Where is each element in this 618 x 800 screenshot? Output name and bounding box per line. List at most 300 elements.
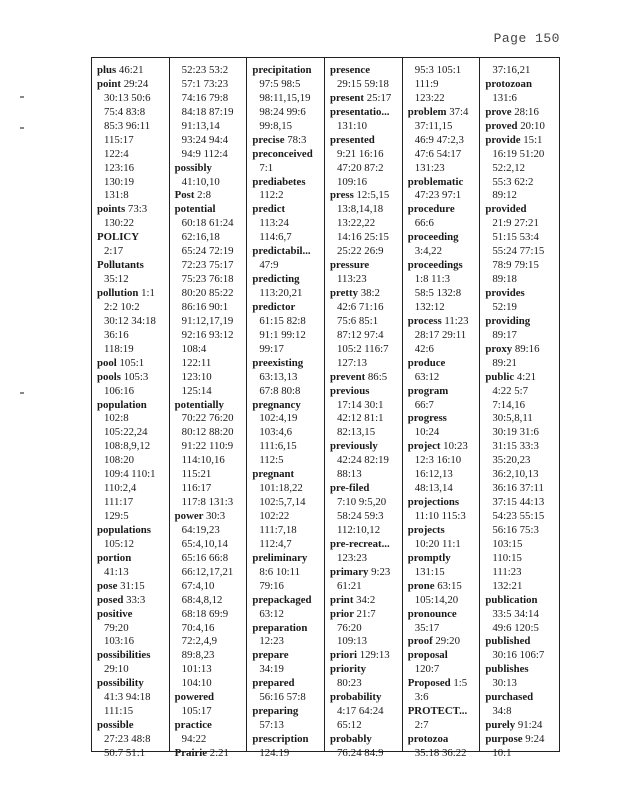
index-term: Post: [174, 189, 195, 202]
index-entry: [408, 315, 480, 329]
index-entry: [97, 594, 169, 608]
index-reference-line: 63:12: [259, 607, 284, 620]
index-references: 31:15: [120, 579, 145, 592]
index-references: 105:3: [123, 370, 149, 383]
index-reference-line: 111:6,15: [259, 440, 297, 453]
index-entry: [175, 747, 247, 761]
index-reference-line: 67:8 80:8: [259, 384, 301, 397]
index-references: 25:17: [366, 91, 392, 104]
index-reference-line: 99:17: [259, 342, 284, 355]
index-term: projections: [407, 496, 460, 509]
index-entry: [175, 691, 247, 705]
index-entry: [252, 273, 324, 287]
index-entry: [485, 343, 559, 357]
index-column: [170, 58, 248, 759]
index-references: 28:16: [514, 105, 539, 118]
index-references: 11:23: [444, 314, 469, 327]
index-reference-line: 54:23 55:15: [492, 510, 545, 522]
index-entry: [408, 580, 480, 594]
index-term: publishes: [485, 663, 529, 676]
index-references: 105:1: [119, 356, 145, 369]
index-reference-line: 7:14,16: [492, 398, 526, 411]
index-term: proposal: [407, 649, 448, 662]
index-term: preconceived: [252, 147, 313, 160]
index-references: 86:5: [367, 370, 388, 383]
index-entry: [252, 677, 324, 691]
index-term: protozoan: [485, 77, 532, 90]
index-entry: [408, 552, 480, 566]
index-reference-line: 21:9 27:21: [492, 217, 539, 230]
index-reference-line: 65:24 72:19: [181, 245, 234, 258]
index-references: 29:20: [435, 635, 460, 648]
index-references: 29:24: [123, 77, 149, 90]
index-references: 89:16: [514, 342, 540, 355]
index-entry: [408, 635, 480, 649]
index-reference-line: 110:15: [492, 551, 522, 564]
index-reference-line: 55:3 62:2: [492, 175, 534, 188]
index-reference-line: 79:16: [259, 579, 284, 592]
index-reference-line: 49:6 120:5: [492, 621, 539, 634]
index-reference-line: 93:24 94:4: [181, 133, 229, 146]
index-reference-line: 113:24: [259, 217, 289, 230]
index-term: publication: [485, 593, 538, 606]
index-references: 46:21: [118, 64, 144, 76]
index-reference-line: 42:6 71:16: [337, 300, 384, 313]
index-entry: [408, 259, 480, 273]
index-reference-line: 33:5 34:14: [492, 607, 539, 620]
index-term: pool: [97, 356, 117, 369]
index-reference-line: 109:13: [337, 635, 368, 648]
index-term: print: [330, 593, 354, 606]
index-entry: [330, 371, 402, 385]
index-reference-line: 35:12: [104, 273, 129, 286]
index-reference-line: 75:6 85:1: [337, 314, 379, 327]
index-entry: [408, 203, 480, 217]
index-entry: [485, 203, 559, 217]
index-term: problem: [407, 105, 447, 118]
index-term: prior: [330, 607, 354, 620]
index-term: prepackaged: [252, 593, 312, 606]
index-term: promptly: [407, 551, 451, 564]
index-term: proxy: [485, 342, 513, 355]
index-reference-line: 61:21: [337, 579, 362, 592]
index-term: prevent: [330, 370, 366, 383]
index-references: 63:15: [437, 579, 462, 592]
index-term: possibility: [97, 677, 144, 690]
index-term: possibilities: [97, 649, 151, 662]
index-term: providing: [485, 314, 531, 327]
index-reference-line: 4:22 5:7: [492, 384, 529, 397]
index-reference-line: 64:19,23: [181, 523, 220, 536]
index-entry: [252, 468, 324, 482]
index-reference-line: 66:12,17,21: [181, 565, 234, 578]
index-term: potential: [174, 203, 216, 216]
index-entry: [408, 608, 480, 622]
index-entry: [175, 719, 247, 733]
index-entry: [485, 719, 559, 733]
index-reference-line: 2:2 10:2: [104, 300, 140, 313]
index-reference-line: 47:9: [259, 259, 279, 272]
index-reference-line: 10:1: [492, 746, 512, 759]
index-term: predicting: [252, 273, 300, 286]
index-column: [325, 58, 403, 759]
index-reference-line: 80:20 85:22: [181, 287, 234, 299]
index-entry: [408, 524, 480, 538]
index-references: 2:21: [209, 746, 229, 759]
index-reference-line: 30:13 50:6: [104, 91, 151, 104]
index-entry: [252, 649, 324, 663]
index-term: possible: [97, 719, 134, 732]
index-term: proceedings: [407, 259, 463, 272]
index-entry: [252, 64, 324, 78]
index-reference-line: 97:5 98:5: [259, 77, 301, 90]
index-reference-line: 34:8: [492, 705, 512, 718]
index-reference-line: 68:4,8,12: [181, 593, 223, 606]
index-reference-line: 75:4 83:8: [104, 105, 146, 118]
index-reference-line: 63:12: [414, 370, 440, 383]
index-reference-line: 108:4: [181, 342, 207, 355]
index-term: public: [485, 370, 515, 383]
index-reference-line: 30:19 31:6: [492, 426, 539, 439]
index-reference-line: 115:21: [181, 468, 212, 481]
index-reference-line: 72:23 75:17: [181, 259, 234, 272]
index-term: prone: [407, 579, 435, 592]
index-reference-line: 2:17: [104, 245, 124, 258]
index-reference-line: 1:8 11:3: [414, 273, 450, 286]
index-references: 30:3: [205, 510, 226, 522]
index-entry: [97, 64, 169, 78]
index-reference-line: 84:18 87:19: [181, 105, 234, 118]
index-reference-line: 124:19: [259, 746, 290, 759]
index-reference-line: 89:12: [492, 189, 517, 202]
index-reference-line: 41:3 94:18: [104, 691, 151, 704]
index-term: Prairie: [174, 746, 208, 759]
index-reference-line: 125:14: [181, 384, 212, 397]
index-term: provide: [485, 133, 521, 146]
index-references: 1:5: [453, 677, 468, 690]
index-entry: [252, 552, 324, 566]
index-reference-line: 78:9 79:15: [492, 259, 539, 272]
index-reference-line: 37:11,15: [414, 119, 453, 132]
index-reference-line: 115:17: [104, 133, 134, 146]
index-reference-line: 110:2,4: [104, 482, 137, 495]
index-entry: [408, 231, 480, 245]
index-reference-line: 72:2,4,9: [181, 635, 218, 648]
index-reference-line: 61:15 82:8: [259, 314, 306, 327]
index-reference-line: 127:13: [337, 356, 368, 369]
index-reference-line: 105:14,20: [414, 593, 459, 606]
index-reference-line: 91:13,14: [181, 119, 220, 132]
index-entry: [330, 106, 402, 120]
index-entry: [330, 482, 402, 496]
index-term: program: [407, 384, 449, 397]
index-reference-line: 35:17: [414, 621, 440, 634]
index-term: POLICY: [97, 231, 139, 244]
index-entry: [408, 649, 480, 663]
index-term: precipitation: [252, 64, 312, 76]
index-entry: [330, 385, 402, 399]
index-reference-line: 111:9: [414, 77, 439, 90]
index-reference-line: 30:16 106:7: [492, 649, 545, 662]
index-reference-line: 120:7: [414, 663, 440, 676]
index-reference-line: 105:12: [104, 537, 134, 550]
index-entry: [97, 259, 169, 273]
index-term: pollution: [97, 287, 139, 299]
index-entry: [252, 148, 324, 162]
index-term: pressure: [330, 259, 370, 272]
index-entry: [252, 203, 324, 217]
index-reference-line: 94:9 112:4: [181, 147, 228, 160]
index-entry: [97, 287, 169, 301]
index-entry: [175, 189, 247, 203]
index-reference-line: 102:22: [259, 510, 290, 522]
index-reference-line: 105:22,24: [104, 426, 148, 439]
index-reference-line: 94:22: [181, 733, 207, 745]
index-entry: [330, 189, 402, 203]
index-reference-line: 88:13: [337, 468, 362, 481]
index-term: produce: [407, 356, 446, 369]
index-entry: [97, 719, 169, 733]
index-term: pregnant: [252, 468, 295, 481]
index-references: 4:21: [516, 370, 537, 383]
index-references: 15:1: [523, 133, 543, 146]
index-reference-line: 25:22 26:9: [337, 245, 384, 258]
index-reference-line: 80:23: [337, 677, 362, 690]
index-reference-line: 51:15 53:4: [492, 231, 539, 244]
index-reference-line: 50:7 51:1: [104, 746, 146, 759]
index-reference-line: 13:22,22: [337, 217, 376, 230]
index-reference-line: 7:1: [259, 161, 274, 174]
index-reference-line: 42:24 82:19: [337, 454, 389, 467]
index-entry: [485, 78, 559, 92]
index-entry: [97, 552, 169, 566]
index-term: project: [407, 440, 441, 453]
index-reference-line: 4:17 64:24: [337, 705, 384, 718]
index-reference-line: 65:16 66:8: [181, 551, 229, 564]
index-reference-line: 131:8: [104, 189, 129, 202]
index-entry: [330, 733, 402, 747]
index-entry: [175, 162, 247, 176]
index-reference-line: 16:12,13: [414, 468, 453, 481]
index-entry: [485, 106, 559, 120]
index-entry: [485, 733, 559, 747]
index-entry: [97, 231, 169, 245]
index-reference-line: 37:15 44:13: [492, 496, 545, 509]
index-entry: [97, 608, 169, 622]
index-term: preexisting: [252, 356, 304, 369]
index-entry: [97, 649, 169, 663]
index-term: previous: [330, 384, 370, 397]
index-reference-line: 80:12 88:20: [181, 426, 234, 439]
index-references: 9:24: [525, 733, 545, 745]
index-term: pre-recreat...: [330, 537, 390, 550]
index-reference-line: 36:16 37:11: [492, 482, 544, 495]
index-reference-line: 92:16 93:12: [181, 328, 234, 341]
index-entry: [175, 399, 247, 413]
index-reference-line: 101:13: [181, 663, 212, 676]
index-reference-line: 12:3 16:10: [414, 454, 462, 467]
index-reference-line: 111:7,18: [259, 523, 297, 536]
index-reference-line: 14:16 25:15: [337, 231, 389, 244]
index-term: prove: [485, 105, 512, 118]
index-term: purchased: [485, 691, 534, 704]
index-reference-line: 34:19: [259, 663, 284, 676]
index-reference-line: 109:16: [337, 175, 368, 188]
index-reference-line: 66:6: [414, 217, 434, 230]
index-entry: [485, 120, 559, 134]
index-reference-line: 130:19: [104, 175, 134, 188]
index-reference-line: 47:20 87:2: [337, 161, 384, 174]
index-reference-line: 7:10 9:5,20: [337, 496, 387, 509]
index-references: 37:4: [449, 105, 469, 118]
index-term: priori: [330, 649, 358, 662]
index-reference-line: 123:23: [337, 551, 368, 564]
index-references: 21:7: [356, 607, 376, 620]
index-term: Proposed: [407, 677, 451, 690]
index-entry: [485, 315, 559, 329]
index-entry: [252, 357, 324, 371]
index-reference-line: 102:8: [104, 412, 129, 425]
index-reference-line: 112:4,7: [259, 537, 292, 550]
index-term: point: [97, 77, 122, 90]
index-term: practice: [174, 719, 212, 732]
index-entry: [330, 440, 402, 454]
index-entry: [408, 412, 480, 426]
index-term: powered: [174, 691, 215, 704]
index-reference-line: 106:16: [104, 384, 134, 397]
index-term: preliminary: [252, 551, 308, 564]
index-entry: [330, 594, 402, 608]
index-term: prepare: [252, 649, 289, 662]
index-references: 12:5,15: [356, 189, 390, 202]
index-reference-line: 36:16: [104, 328, 129, 341]
index-term: proceeding: [407, 231, 459, 244]
index-references: 20:10: [520, 119, 545, 132]
index-term: predict: [252, 203, 286, 216]
index-reference-line: 3:6: [414, 691, 429, 704]
index-term: probability: [330, 691, 382, 704]
index-column: [480, 58, 559, 759]
index-entry: [330, 64, 402, 78]
index-reference-line: 47:6 54:17: [414, 147, 462, 160]
index-reference-line: 91:12,17,19: [181, 314, 234, 327]
index-entry: [330, 649, 402, 663]
index-reference-line: 29:15 59:18: [337, 77, 389, 90]
index-reference-line: 62:16,18: [181, 231, 220, 244]
index-reference-line: 70:4,16: [181, 621, 215, 634]
index-entry: [408, 440, 480, 454]
index-reference-line: 37:16,21: [492, 64, 531, 76]
index-reference-line: 76:20: [337, 621, 362, 634]
index-reference-line: 70:22 76:20: [181, 412, 234, 425]
index-reference-line: 28:17 29:11: [414, 328, 467, 341]
index-term: presentatio...: [330, 105, 390, 118]
index-reference-line: 13:8,14,18: [337, 203, 384, 216]
index-reference-line: 63:13,13: [259, 370, 298, 383]
index-reference-line: 103:16: [104, 635, 134, 648]
index-reference-line: 36:2,10,13: [492, 468, 539, 481]
index-reference-line: 91:1 99:12: [259, 328, 306, 341]
index-references: 78:3: [287, 133, 307, 146]
index-reference-line: 74:16 79:8: [181, 91, 229, 104]
index-entry: [97, 524, 169, 538]
index-reference-line: 31:15 33:3: [492, 440, 539, 453]
index-entry: [408, 357, 480, 371]
index-reference-line: 10:20 11:1: [414, 537, 461, 550]
index-reference-line: 114:10,16: [181, 454, 225, 467]
index-term: proof: [407, 635, 433, 648]
index-term: pregnancy: [252, 398, 301, 411]
index-reference-line: 99:8,15: [259, 119, 293, 132]
index-reference-line: 58:24 59:3: [337, 510, 384, 522]
index-reference-line: 122:11: [181, 356, 212, 369]
index-term: populations: [97, 523, 152, 536]
index-reference-line: 12:23: [259, 635, 284, 648]
index-reference-line: 27:23 48:8: [104, 733, 151, 745]
index-term: predictabil...: [252, 245, 311, 258]
index-entry: [485, 287, 559, 301]
index-entry: [97, 371, 169, 385]
index-reference-line: 29:10: [104, 663, 129, 676]
index-reference-line: 9:21 16:16: [337, 147, 384, 160]
index-entry: [252, 733, 324, 747]
index-entry: [408, 176, 480, 190]
word-index-table: [91, 57, 560, 759]
index-term: projects: [407, 523, 445, 536]
index-entry: [485, 635, 559, 649]
index-reference-line: 76:24 84:9: [337, 746, 384, 759]
index-reference-line: 131:23: [414, 161, 445, 174]
index-reference-line: 118:19: [104, 342, 134, 355]
index-term: positive: [97, 607, 133, 620]
index-references: 91:24: [517, 719, 543, 732]
index-reference-line: 35:20,23: [492, 454, 531, 467]
index-entry: [485, 691, 559, 705]
index-reference-line: 16:19 51:20: [492, 147, 545, 160]
index-term: proved: [485, 119, 518, 132]
index-term: portion: [97, 551, 132, 564]
page-number-label: Page 150: [493, 31, 560, 46]
index-term: predictor: [252, 300, 296, 313]
index-term: priority: [330, 663, 366, 676]
index-reference-line: 112:2: [259, 189, 284, 202]
index-term: prescription: [252, 733, 309, 745]
index-reference-line: 113:23: [337, 273, 367, 286]
index-entry: [330, 287, 402, 301]
index-reference-line: 41:13: [104, 565, 129, 578]
index-reference-line: 104:10: [181, 677, 212, 690]
index-reference-line: 111:15: [104, 705, 134, 718]
index-reference-line: 42:6: [414, 342, 434, 355]
index-reference-line: 60:18 61:24: [181, 217, 234, 230]
index-reference-line: 30:12 34:18: [104, 314, 156, 327]
index-reference-line: 65:12: [337, 719, 362, 732]
index-entry: [252, 245, 324, 259]
index-reference-line: 17:14 30:1: [337, 398, 384, 411]
index-entry: [97, 677, 169, 691]
index-entry: [252, 705, 324, 719]
index-entry: [97, 357, 169, 371]
index-reference-line: 48:13,14: [414, 482, 453, 495]
index-term: possibly: [174, 161, 212, 174]
index-reference-line: 113:20,21: [259, 287, 303, 299]
index-reference-line: 2:7: [414, 719, 429, 732]
index-reference-line: 46:9 47:2,3: [414, 133, 464, 146]
index-reference-line: 85:3 96:11: [104, 119, 151, 132]
index-reference-line: 116:17: [181, 482, 212, 495]
index-reference-line: 75:23 76:18: [181, 273, 234, 286]
index-reference-line: 122:4: [104, 147, 129, 160]
